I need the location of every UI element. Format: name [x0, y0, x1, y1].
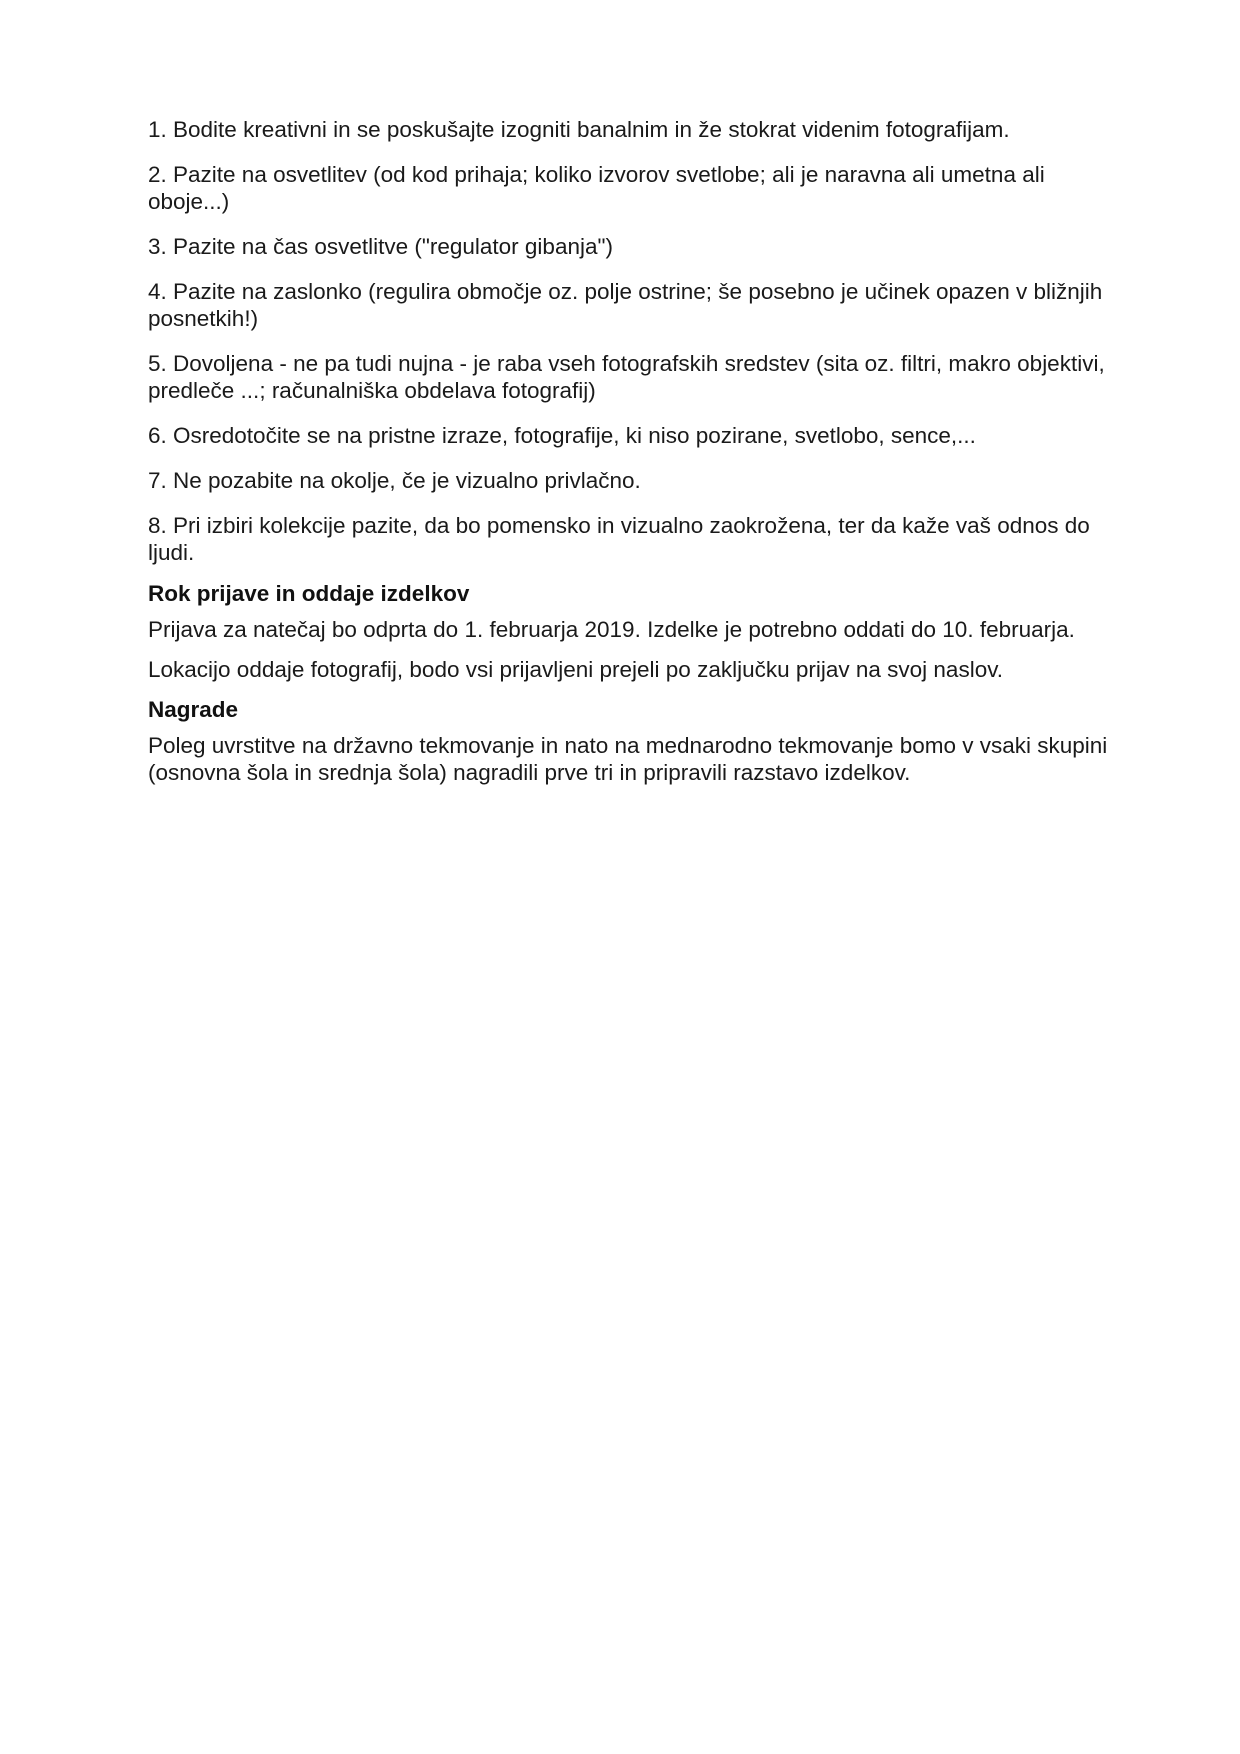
- guideline-item-1: 1. Bodite kreativni in se poskušajte izogniti banalnim in že stokrat videnim fotografijam.: [148, 117, 1010, 142]
- document-body: [148, 116, 1108, 799]
- awards-paragraph: Poleg uvrstitve na državno tekmovanje in nato na mednarodno tekmovanje bomo v vsaki skupini (osnovna šola in srednja šola) nagradili prve tri in pripravili razstavo izdelkov.: [148, 733, 1108, 785]
- guideline-item-3: 3. Pazite na čas osvetlitve ("regulator gibanja"): [148, 234, 613, 259]
- deadline-paragraph-2: Lokacijo oddaje fotografij, bodo vsi prijavljeni prejeli po zaključku prijav na svoj naslov.: [148, 657, 1004, 682]
- guideline-item-8: 8. Pri izbiri kolekcije pazite, da bo pomensko in vizualno zaokrožena, ter da kaže vaš odnos do ljudi.: [148, 513, 1090, 565]
- awards-heading: Nagrade: [148, 697, 239, 722]
- guideline-item-7: 7. Ne pozabite na okolje, če je vizualno privlačno.: [148, 468, 641, 493]
- deadline-heading: Rok prijave in oddaje izdelkov: [148, 581, 470, 606]
- guideline-item-6: 6. Osredotočite se na pristne izraze, fotografije, ki niso pozirane, svetlobo, sence,...: [148, 423, 976, 448]
- guideline-item-4: 4. Pazite na zaslonko (regulira območje oz. polje ostrine; še posebno je učinek opazen v bližnjih posnetkih!): [148, 279, 1103, 331]
- guideline-item-5: 5. Dovoljena - ne pa tudi nujna - je raba vseh fotografskih sredstev (sita oz. filtri, makro objektivi, predleče ...; računalniška obdelava fotografij): [148, 351, 1105, 403]
- deadline-paragraph-1: Prijava za natečaj bo odprta do 1. februarja 2019. Izdelke je potrebno oddati do 10. februarja.: [148, 617, 1075, 642]
- guideline-item-2: 2. Pazite na osvetlitev (od kod prihaja; koliko izvorov svetlobe; ali je naravna ali umetna ali oboje...): [148, 162, 1045, 214]
